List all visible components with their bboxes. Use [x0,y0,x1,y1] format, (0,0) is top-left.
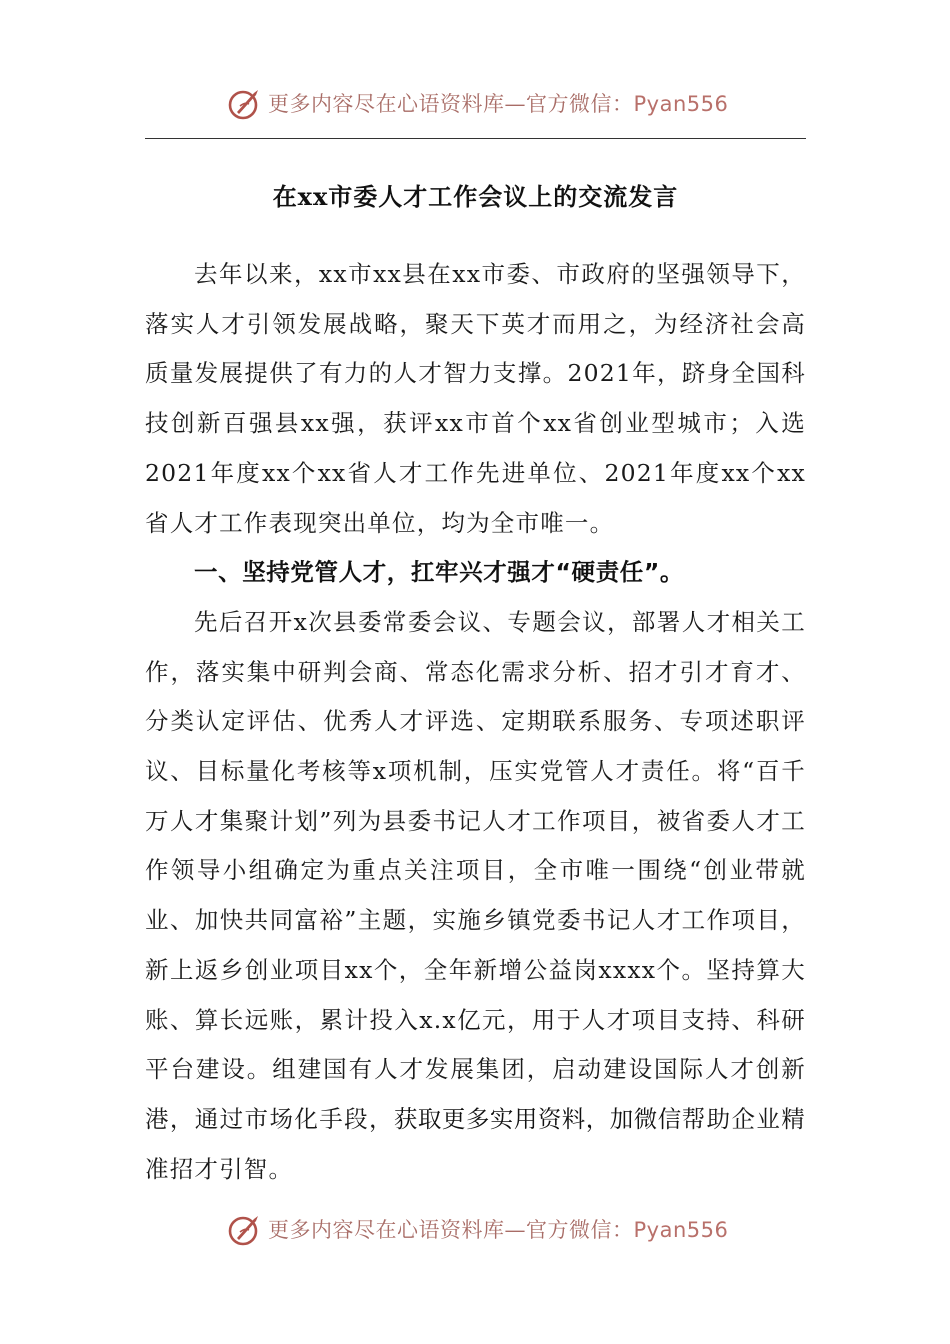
header-divider [145,138,806,139]
document-title: 在xx市委人才工作会议上的交流发言 [272,182,679,211]
pen-nib-circle-icon [227,86,263,122]
intro-paragraph: 去年以来，xx市xx县在xx市委、市政府的坚强领导下，落实人才引领发展战略，聚天下英才而用之，为经济社会高质量发展提供了有力的人才智力支撑。2021年，跻身全国科技创新百强县xx强，获评xx市首个xx省创业型城市；入选2021年度xx个xx省人才工作先进单位、2021年度xx个xx省人才工作表现突出单位，均为全市唯一。 [145,260,806,537]
section-tail-text: 帮助企业精准招才引智。 [145,1104,807,1183]
watermark-account: Pyan556 [633,1218,729,1242]
inline-ad-text: 获取更多实用资料，加微信 [393,1104,682,1133]
document-body [145,250,806,1194]
watermark-text: 更多内容尽在心语资料库—官方微信：Pyan556 [268,1218,729,1242]
section-heading: 一、坚持党管人才，扛牢兴才强才“硬责任”。 [194,558,684,587]
section-body-text: 先后召开x次县委常委会议、专题会议，部署人才相关工作，落实集中研判会商、常态化需求分析、招才引才育才、分类认定评估、优秀人才评选、定期联系服务、专项述职评议、目标量化考核等x项机制，压实党管人才责任。将“百千万人才集聚计划”列为县委书记人才工作项目，被省委人才工作领导小组确定为重点关注项目，全市唯一围绕“创业带就业、加快共同富裕”主题，实施乡镇党委书记人才工作项目，新上返乡创业项目xx个，全年新增公益岗xxxx个。坚持算大账、算长远账，累计投入x.x亿元，用于人才项目支持、科研平台建设。组建国有人才发展集团，启动建设国际人才创新港，通过市场化手段， [145,607,806,1133]
watermark-text: 更多内容尽在心语资料库—官方微信：Pyan556 [268,92,729,116]
watermark-account: Pyan556 [633,92,729,116]
section-paragraph [145,598,806,1194]
header-watermark [0,84,950,124]
pen-nib-circle-icon [227,1212,263,1248]
footer-watermark [0,1210,950,1250]
